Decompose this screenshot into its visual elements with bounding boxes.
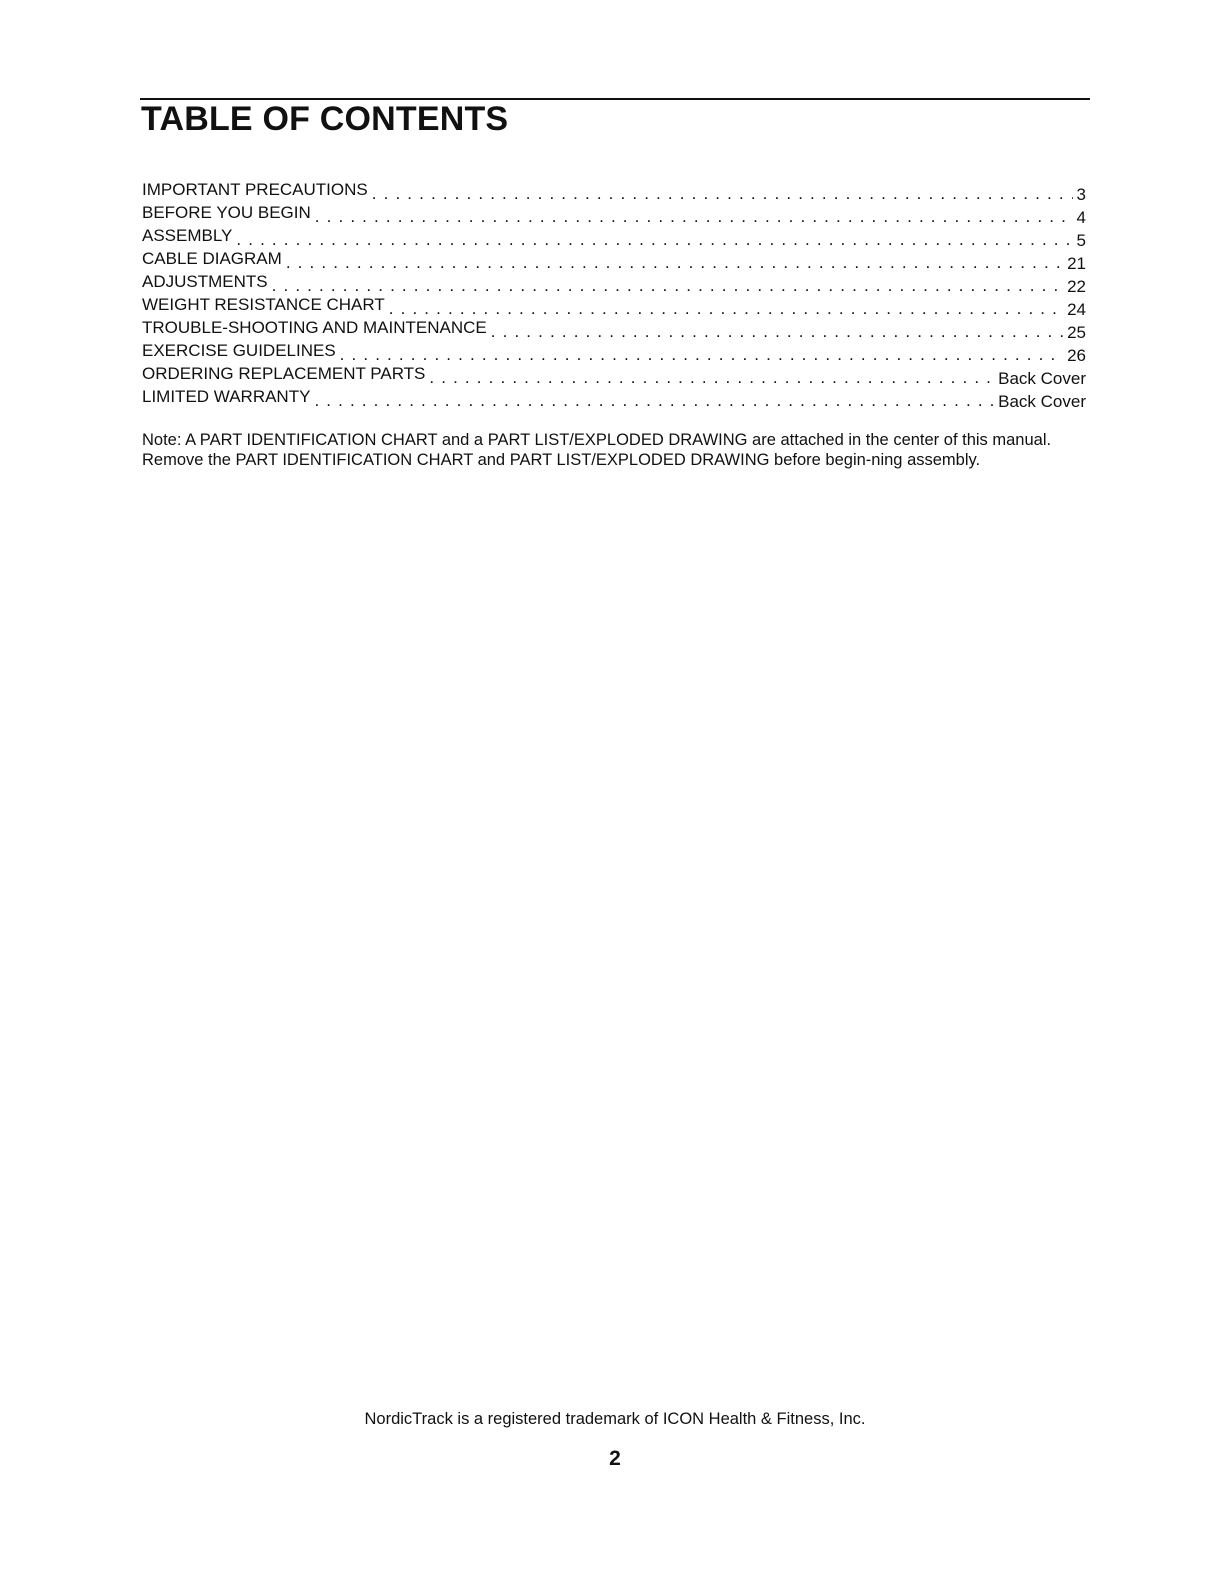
toc-entry-label: ADJUSTMENTS <box>142 272 268 291</box>
toc-dot-leader <box>491 320 1063 343</box>
toc-entry-page: 5 <box>1076 231 1086 250</box>
toc-dot-leader <box>286 251 1063 274</box>
toc-entry-label: BEFORE YOU BEGIN <box>142 203 311 222</box>
toc-dot-leader <box>315 205 1073 228</box>
toc-entry-label: LIMITED WARRANTY <box>142 387 311 406</box>
toc-entry <box>142 316 1086 342</box>
page-number: 2 <box>609 1447 621 1470</box>
table-of-contents <box>142 178 1086 411</box>
toc-dot-leader <box>429 366 994 389</box>
toc-entry-label: ORDERING REPLACEMENT PARTS <box>142 364 426 383</box>
toc-entry-label: CABLE DIAGRAM <box>142 249 282 268</box>
toc-dot-leader <box>372 182 1073 205</box>
toc-dot-leader <box>236 228 1072 251</box>
toc-entry <box>142 339 1086 365</box>
toc-dot-leader <box>272 274 1063 297</box>
toc-entry <box>142 201 1086 227</box>
toc-entry-label: TROUBLE-SHOOTING AND MAINTENANCE <box>142 318 487 337</box>
toc-entry-label: ASSEMBLY <box>142 226 233 245</box>
toc-entry-label: EXERCISE GUIDELINES <box>142 341 336 360</box>
toc-dot-leader <box>389 297 1063 320</box>
toc-entry-label: IMPORTANT PRECAUTIONS <box>142 180 368 199</box>
toc-dot-leader <box>314 389 994 412</box>
assembly-note: Note: A PART IDENTIFICATION CHART and a PART LIST/EXPLODED DRAWING are attached in the center of this manual. Remove the PART IDENTIFICATION CHART and PART LIST/EXPLODED DRAWING before begin-ning assembly. <box>142 431 1052 469</box>
toc-entry-page: 25 <box>1067 323 1086 342</box>
toc-entry-label: WEIGHT RESISTANCE CHART <box>142 295 385 314</box>
toc-entry-page: 3 <box>1076 185 1086 204</box>
toc-entry <box>142 224 1086 250</box>
trademark-notice: NordicTrack is a registered trademark of ICON Health & Fitness, Inc. <box>364 1410 866 1428</box>
toc-entry-page: 4 <box>1076 208 1086 227</box>
toc-dot-leader <box>340 343 1063 366</box>
toc-entry-page: 21 <box>1067 254 1086 273</box>
toc-entry <box>142 362 1086 388</box>
toc-entry <box>142 385 1086 411</box>
toc-entry-page: Back Cover <box>998 392 1086 411</box>
toc-entry <box>142 178 1086 204</box>
toc-entry-page: 26 <box>1067 346 1086 365</box>
toc-entry-page: 24 <box>1067 300 1086 319</box>
page-title: TABLE OF CONTENTS <box>141 100 509 138</box>
toc-entry-page: Back Cover <box>998 369 1086 388</box>
toc-entry-page: 22 <box>1067 277 1086 296</box>
toc-entry <box>142 270 1086 296</box>
